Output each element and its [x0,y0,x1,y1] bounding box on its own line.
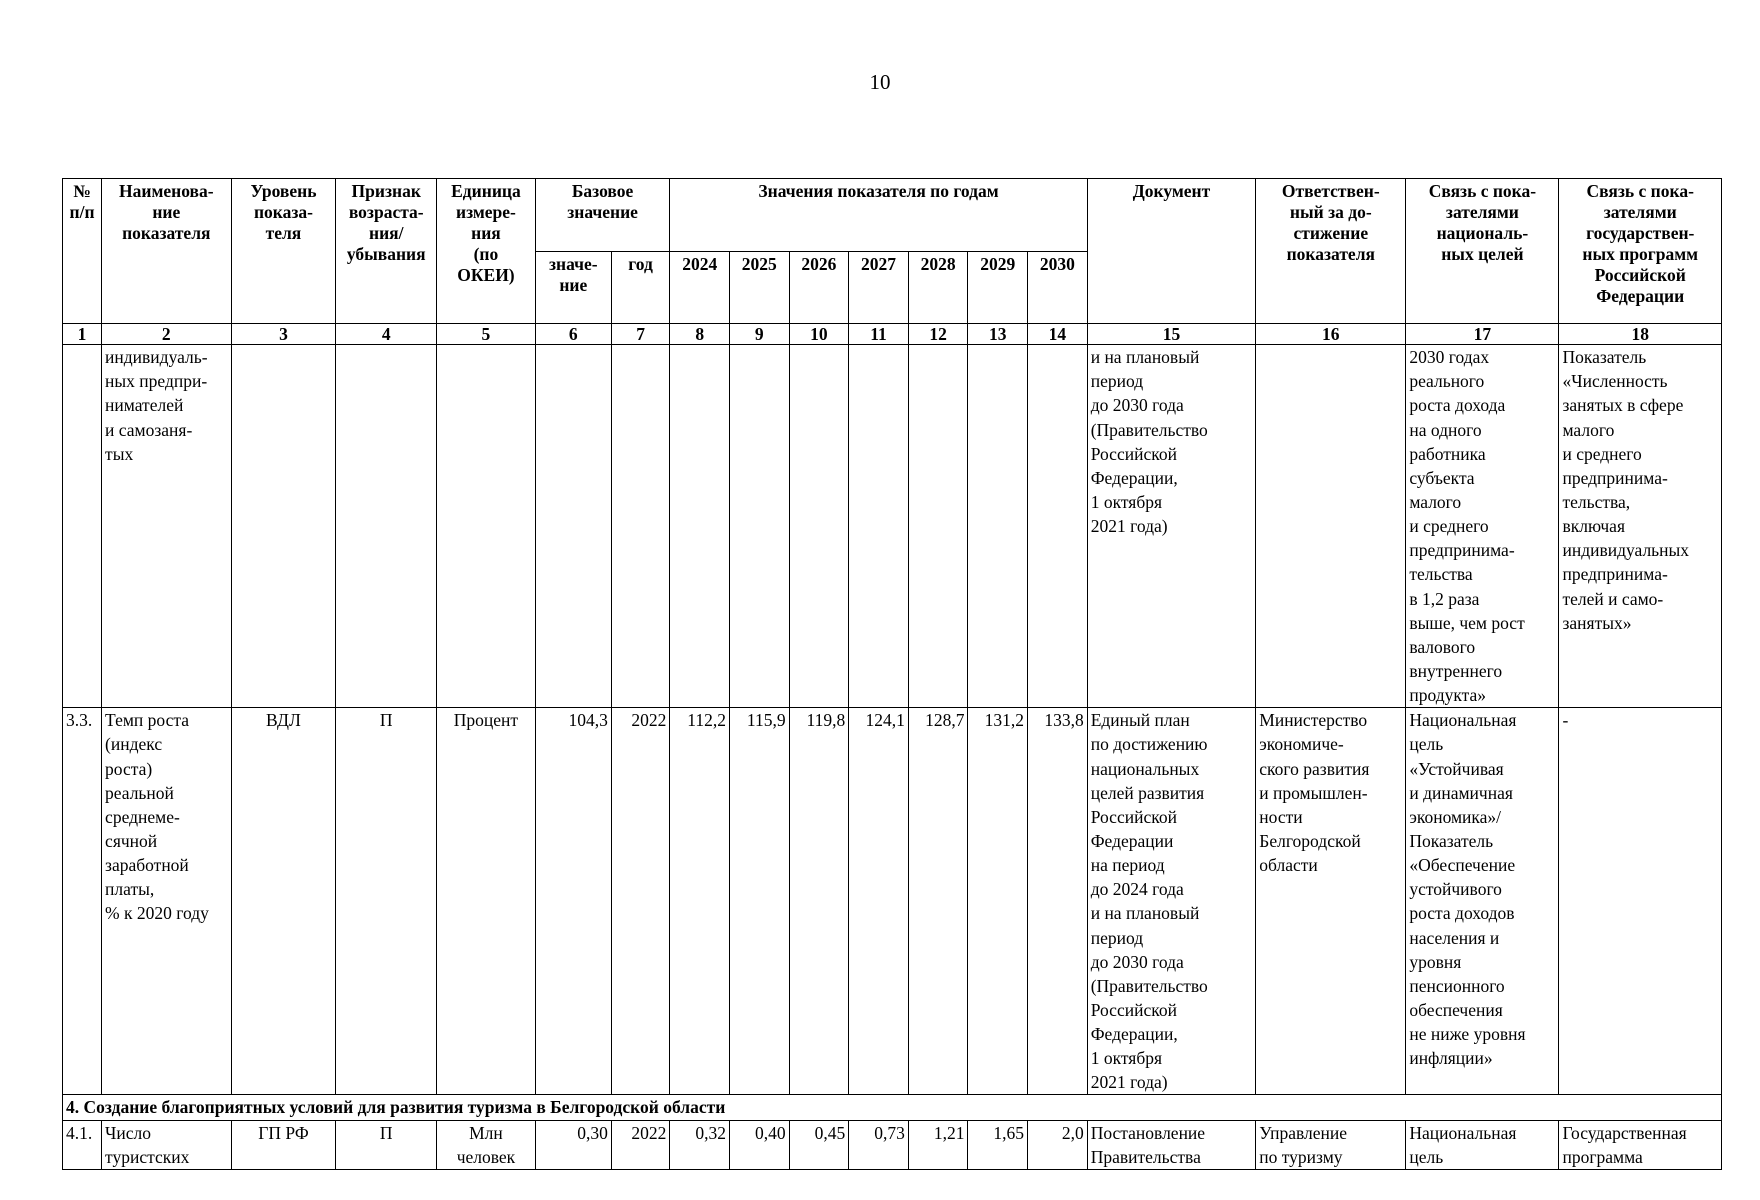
cell-unit: Млн человек [437,1120,536,1169]
column-number: 6 [535,324,611,345]
column-number: 17 [1406,324,1559,345]
header-base-value: значе- ние [535,251,611,324]
cell-value [1028,345,1088,708]
cell-value: 0,40 [730,1120,790,1169]
section-heading-row [63,1095,1722,1120]
header-num: № п/п [63,179,102,324]
cell-base-year: 2022 [611,708,670,1095]
cell-national-goals: 2030 годах реального роста дохода на одного работника субъекта малого и среднего предпринима- тельства в 1,2 раза выше, чем рост валового внутреннего продукта» [1406,345,1559,708]
column-number: 7 [611,324,670,345]
header-year: 2025 [730,251,790,324]
cell-value [670,345,730,708]
indicators-table [62,178,1722,1170]
cell-value: 1,65 [968,1120,1028,1169]
cell-value: 0,73 [849,1120,909,1169]
cell-base-value: 104,3 [535,708,611,1095]
header-state-programs: Связь с пока- зателями государствен- ных программ Российской Федерации [1559,179,1722,324]
cell-responsible [1256,345,1406,708]
header-document: Документ [1087,179,1256,324]
table-row [63,708,1722,1095]
header-year: 2028 [908,251,968,324]
cell-value: 128,7 [908,708,968,1095]
column-number: 13 [968,324,1028,345]
cell-state-programs: Показатель «Численность занятых в сфере малого и среднего предпринима- тельства, включая индивидуальных предпринима- телей и само- занятых» [1559,345,1722,708]
header-year: 2027 [849,251,909,324]
header-name: Наименова- ние показателя [102,179,232,324]
table-row [63,345,1722,708]
cell-trend [336,345,437,708]
cell-document: Единый план по достижению национальных целей развития Российской Федерации на период до 2024 года и на плановый период до 2030 года (Правительство Российской Федерации, 1 октября 2021 года) [1087,708,1256,1095]
cell-trend: П [336,708,437,1095]
cell-name: Число туристских [102,1120,232,1169]
table-row [63,1120,1722,1169]
header-year: 2026 [789,251,849,324]
column-number: 12 [908,324,968,345]
cell-level: ГП РФ [231,1120,336,1169]
cell-value: 133,8 [1028,708,1088,1095]
cell-num [63,345,102,708]
column-numbers-row [63,324,1722,345]
cell-base-value: 0,30 [535,1120,611,1169]
header-year: 2030 [1028,251,1088,324]
cell-value: 2,0 [1028,1120,1088,1169]
cell-base-value [535,345,611,708]
header-trend: Признак возраста- ния/ убывания [336,179,437,324]
cell-national-goals: Национальная цель [1406,1120,1559,1169]
cell-value: 112,2 [670,708,730,1095]
cell-value [908,345,968,708]
cell-state-programs: - [1559,708,1722,1095]
column-number: 14 [1028,324,1088,345]
cell-responsible: Министерство экономиче- ского развития и промышлен- ности Белгородской области [1256,708,1406,1095]
cell-unit: Процент [437,708,536,1095]
page-number: 10 [869,70,891,94]
cell-value [849,345,909,708]
header-year: 2024 [670,251,730,324]
column-number: 11 [849,324,909,345]
cell-value: 131,2 [968,708,1028,1095]
column-number: 2 [102,324,232,345]
header-years-group: Значения показателя по годам [670,179,1087,252]
cell-value [789,345,849,708]
header-row-top [63,179,1722,252]
header-level: Уровень показа- теля [231,179,336,324]
cell-level [231,345,336,708]
column-number: 18 [1559,324,1722,345]
column-number: 9 [730,324,790,345]
cell-responsible: Управление по туризму [1256,1120,1406,1169]
column-number: 4 [336,324,437,345]
cell-document: Постановление Правительства [1087,1120,1256,1169]
cell-value: 0,45 [789,1120,849,1169]
cell-value: 115,9 [730,708,790,1095]
cell-num: 3.3. [63,708,102,1095]
column-number: 15 [1087,324,1256,345]
cell-base-year [611,345,670,708]
cell-unit [437,345,536,708]
column-number: 16 [1256,324,1406,345]
cell-value: 119,8 [789,708,849,1095]
section-heading: 4. Создание благоприятных условий для развития туризма в Белгородской области [63,1095,1722,1120]
cell-level: ВДЛ [231,708,336,1095]
cell-trend: П [336,1120,437,1169]
header-base-year: год [611,251,670,324]
column-number: 1 [63,324,102,345]
header-unit: Единица измере- ния (по ОКЕИ) [437,179,536,324]
cell-num: 4.1. [63,1120,102,1169]
column-number: 5 [437,324,536,345]
cell-document: и на плановый период до 2030 года (Правительство Российской Федерации, 1 октября 2021 года) [1087,345,1256,708]
header-year: 2029 [968,251,1028,324]
cell-name: Темп роста (индекс роста) реальной среднеме- сячной заработной платы, % к 2020 году [102,708,232,1095]
cell-value: 1,21 [908,1120,968,1169]
cell-value [968,345,1028,708]
header-national-goals: Связь с пока- зателями националь- ных целей [1406,179,1559,324]
cell-national-goals: Национальная цель «Устойчивая и динамичная экономика»/ Показатель «Обеспечение устойчивого роста доходов населения и уровня пенсионного обеспечения не ниже уровня инфляции» [1406,708,1559,1095]
cell-name: индивидуаль- ных предпри- нимателей и самозаня- тых [102,345,232,708]
column-number: 3 [231,324,336,345]
cell-state-programs: Государственная программа [1559,1120,1722,1169]
cell-value: 0,32 [670,1120,730,1169]
cell-value: 124,1 [849,708,909,1095]
cell-value [730,345,790,708]
header-base: Базовое значение [535,179,670,252]
header-responsible: Ответствен- ный за до- стижение показателя [1256,179,1406,324]
cell-base-year: 2022 [611,1120,670,1169]
column-number: 10 [789,324,849,345]
column-number: 8 [670,324,730,345]
